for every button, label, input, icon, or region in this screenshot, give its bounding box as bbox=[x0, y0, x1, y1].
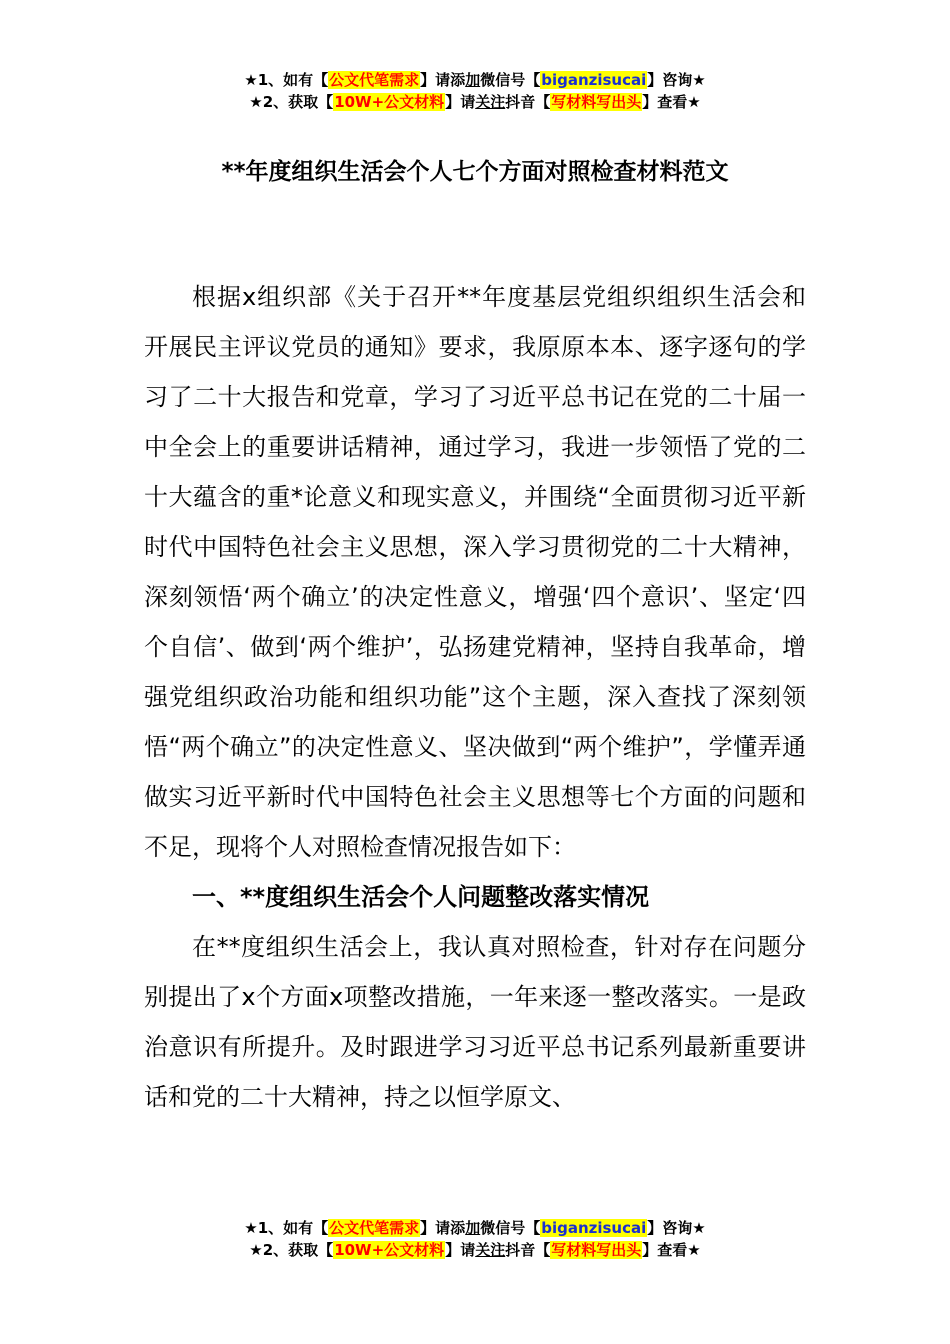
banner-text: 抖音【 bbox=[505, 93, 551, 111]
document-title: **年度组织生活会个人七个方面对照检查材料范文 bbox=[221, 159, 729, 185]
banner-text: ★1、如有【 bbox=[244, 1219, 329, 1237]
highlight-douyin: 写材料写出头 bbox=[551, 1241, 642, 1259]
banner-text: 微信号【 bbox=[480, 1219, 541, 1237]
highlight-materials: 10W+公文材料 bbox=[334, 1241, 445, 1259]
banner-underlined-text: 加 bbox=[465, 71, 481, 89]
banner-text: ★2、获取【 bbox=[249, 1241, 334, 1259]
banner-line-2 bbox=[0, 1239, 950, 1261]
banner-text: 】查看★ bbox=[642, 93, 701, 111]
highlight-materials: 10W+公文材料 bbox=[334, 93, 445, 111]
banner-underlined-text: 关注 bbox=[475, 93, 506, 111]
banner-underlined-text: 加 bbox=[465, 1219, 481, 1237]
paragraph-section-1: 在**度组织生活会上，我认真对照检查，针对存在问题分别提出了x个方面x项整改措施，一年来逐一整改落实。一是政治意识有所提升。及时跟进学习习近平总书记系列最新重要讲话和党的二十大精神，持之以恒学原文、 bbox=[144, 933, 806, 1111]
section-heading-1: 一、**度组织生活会个人问题整改落实情况 bbox=[192, 883, 650, 911]
banner-text: 抖音【 bbox=[505, 1241, 551, 1259]
document-body bbox=[144, 272, 806, 1122]
banner-text: ★1、如有【 bbox=[244, 71, 329, 89]
banner-line-2 bbox=[0, 91, 950, 113]
footer-banner bbox=[0, 1217, 950, 1261]
header-banner bbox=[0, 69, 950, 113]
banner-underlined-text: 关注 bbox=[475, 1241, 506, 1259]
banner-text: 】咨询★ bbox=[647, 71, 706, 89]
banner-line-1 bbox=[0, 69, 950, 91]
banner-text: ★2、获取【 bbox=[249, 93, 334, 111]
highlight-wechat-id: biganzisucai bbox=[541, 71, 647, 89]
banner-text: 】请 bbox=[445, 93, 476, 111]
highlight-service: 公文代笔需求 bbox=[329, 1219, 420, 1237]
paragraph-intro: 根据x组织部《关于召开**年度基层党组织组织生活会和开展民主评议党员的通知》要求，我原原本本、逐字逐句的学习了二十大报告和党章，学习了习近平总书记在党的二十届一中全会上的重要讲话精神，通过学习，我进一步领悟了党的二十大蕴含的重*论意义和现实意义，并围绕“全面贯彻习近平新时代中国特色社会主义思想，深入学习贯彻党的二十大精神，深刻领悟‘两个确立’的决定性意义，增强‘四个意识’、坚定‘四个自信’、做到‘两个维护’，弘扬建党精神，坚持自我革命，增强党组织政治功能和组织功能”这个主题，深入查找了深刻领悟“两个确立”的决定性意义、坚决做到“两个维护”，学懂弄通做实习近平新时代中国特色社会主义思想等七个方面的问题和不足，现将个人对照检查情况报告如下： bbox=[144, 283, 806, 861]
highlight-service: 公文代笔需求 bbox=[329, 71, 420, 89]
banner-text: 】咨询★ bbox=[647, 1219, 706, 1237]
highlight-douyin: 写材料写出头 bbox=[551, 93, 642, 111]
banner-text: 】请 bbox=[445, 1241, 476, 1259]
highlight-wechat-id: biganzisucai bbox=[541, 1219, 647, 1237]
banner-text: 】请添 bbox=[420, 71, 466, 89]
banner-text: 微信号【 bbox=[480, 71, 541, 89]
banner-text: 】查看★ bbox=[642, 1241, 701, 1259]
banner-text: 】请添 bbox=[420, 1219, 466, 1237]
banner-line-1 bbox=[0, 1217, 950, 1239]
